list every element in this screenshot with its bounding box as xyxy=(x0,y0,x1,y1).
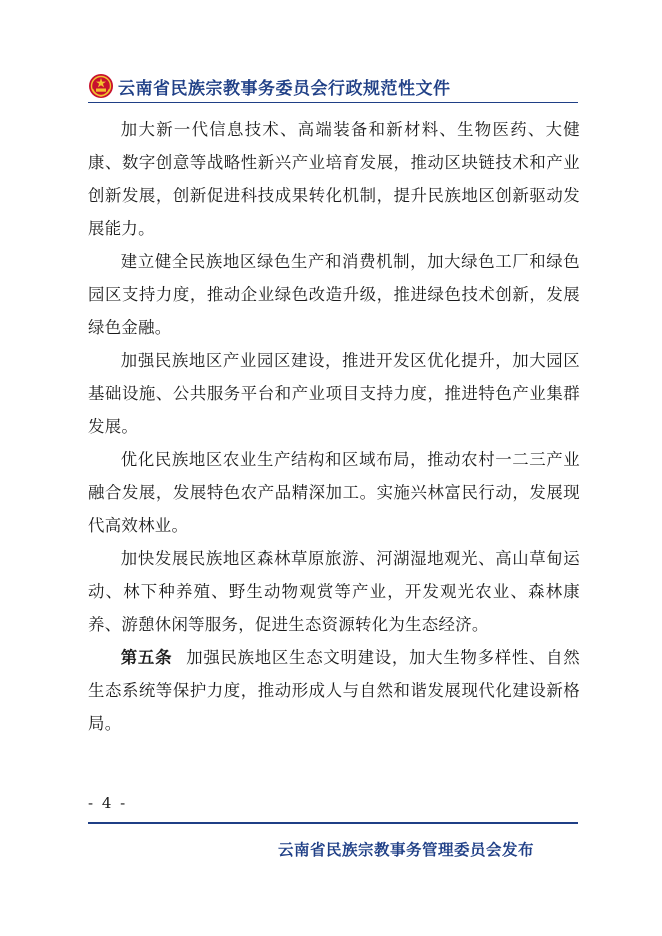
article-paragraph xyxy=(88,641,580,740)
article-heading: 第五条 xyxy=(120,648,173,667)
document-body xyxy=(88,113,580,740)
paragraph: 加强民族地区产业园区建设，推进开发区优化提升，加大园区基础设施、公共服务平台和产业项目支持力度，推进特色产业集群发展。 xyxy=(88,351,580,436)
page-number: - 4 - xyxy=(88,794,128,812)
header-divider xyxy=(88,102,578,103)
paragraph: 加大新一代信息技术、高端装备和新材料、生物医药、大健康、数字创意等战略性新兴产业培育发展，推动区块链技术和产业创新发展，创新促进科技成果转化机制，提升民族地区创新驱动发展能力。 xyxy=(88,120,580,238)
article-text: 加强民族地区生态文明建设，加大生物多样性、自然生态系统等保护力度，推动形成人与自然和谐发展现代化建设新格局。 xyxy=(88,648,580,733)
footer-publisher: 云南省民族宗教事务管理委员会发布 xyxy=(277,841,534,859)
document-header xyxy=(88,72,451,100)
national-emblem-icon xyxy=(88,73,114,99)
paragraph: 优化民族地区农业生产结构和区域布局，推动农村一二三产业融合发展，发展特色农产品精深加工。实施兴林富民行动，发展现代高效林业。 xyxy=(88,450,580,535)
paragraph: 建立健全民族地区绿色生产和消费机制，加大绿色工厂和绿色园区支持力度，推动企业绿色改造升级，推进绿色技术创新，发展绿色金融。 xyxy=(88,252,580,337)
paragraph: 加快发展民族地区森林草原旅游、河湖湿地观光、高山草甸运动、林下种养殖、野生动物观赏等产业，开发观光农业、森林康养、游憩休闲等服务，促进生态资源转化为生态经济。 xyxy=(88,549,580,634)
header-title: 云南省民族宗教事务委员会行政规范性文件 xyxy=(118,78,451,99)
footer-divider xyxy=(88,822,578,824)
